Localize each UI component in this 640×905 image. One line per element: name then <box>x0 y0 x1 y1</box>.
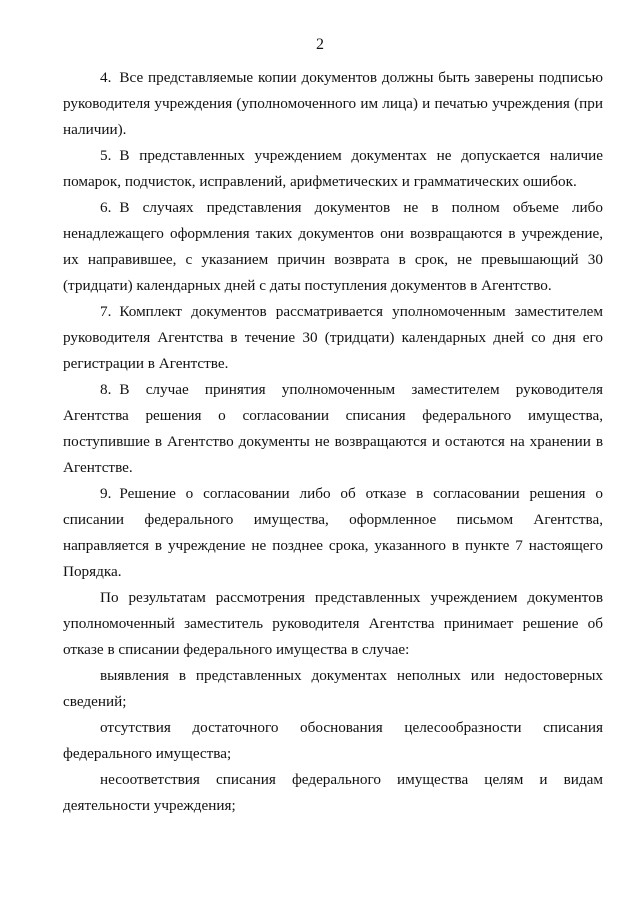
paragraph-number: 6. <box>100 199 112 216</box>
paragraph-text: В случае принятия уполномоченным заместителем руководителя Агентства решения о согласовании списания федерального имущества, поступившие в Агентство документы не возвращаются и остаются на хранении в Агентстве. <box>63 381 603 476</box>
document-body <box>63 65 603 819</box>
paragraph-9 <box>63 481 603 585</box>
paragraph-text: Все представляемые копии документов должны быть заверены подписью руководителя учреждения (уполномоченного им лица) и печатью учреждения (при наличии). <box>63 69 603 138</box>
paragraph-text: Комплект документов рассматривается уполномоченным заместителем руководителя Агентства в течение 30 (тридцати) календарных дней со дня его регистрации в Агентстве. <box>63 303 603 372</box>
paragraph-6 <box>63 195 603 299</box>
paragraph-refusal-intro <box>63 585 603 663</box>
paragraph-number: 8. <box>100 381 112 398</box>
paragraph-number: 9. <box>100 485 112 502</box>
paragraph-text: несоответствия списания федерального имущества целям и видам деятельности учреждения; <box>63 771 603 814</box>
paragraph-text: В представленных учреждением документах не допускается наличие помарок, подчисток, исправлений, арифметических и грамматических ошибок. <box>63 147 603 190</box>
paragraph-4 <box>63 65 603 143</box>
paragraph-number: 7. <box>100 303 112 320</box>
paragraph-text: По результатам рассмотрения представленных учреждением документов уполномоченный заместитель руководителя Агентства принимает решение об отказе в списании федерального имущества в случае: <box>63 589 603 658</box>
paragraph-7 <box>63 299 603 377</box>
paragraph-refusal-reason-3 <box>63 767 603 819</box>
paragraph-text: В случаях представления документов не в полном объеме либо ненадлежащего оформления таких документов они возвращаются в учреждение, их направившее, с указанием причин возврата в срок, не превышающий 30 (тридцати) календарных дней с даты поступления документов в Агентство. <box>63 199 603 294</box>
paragraph-5 <box>63 143 603 195</box>
paragraph-text: выявления в представленных документах неполных или недостоверных сведений; <box>63 667 603 710</box>
paragraph-refusal-reason-1 <box>63 663 603 715</box>
paragraph-text: отсутствия достаточного обоснования целесообразности списания федерального имущества; <box>63 719 603 762</box>
paragraph-number: 5. <box>100 147 112 164</box>
paragraph-8 <box>63 377 603 481</box>
paragraph-number: 4. <box>100 69 112 86</box>
paragraph-refusal-reason-2 <box>63 715 603 767</box>
page-number: 2 <box>316 36 324 53</box>
paragraph-text: Решение о согласовании либо об отказе в согласовании решения о списании федерального имущества, оформленное письмом Агентства, направляется в учреждение не позднее срока, указанного в пункте 7 настоящего Порядка. <box>63 485 603 580</box>
